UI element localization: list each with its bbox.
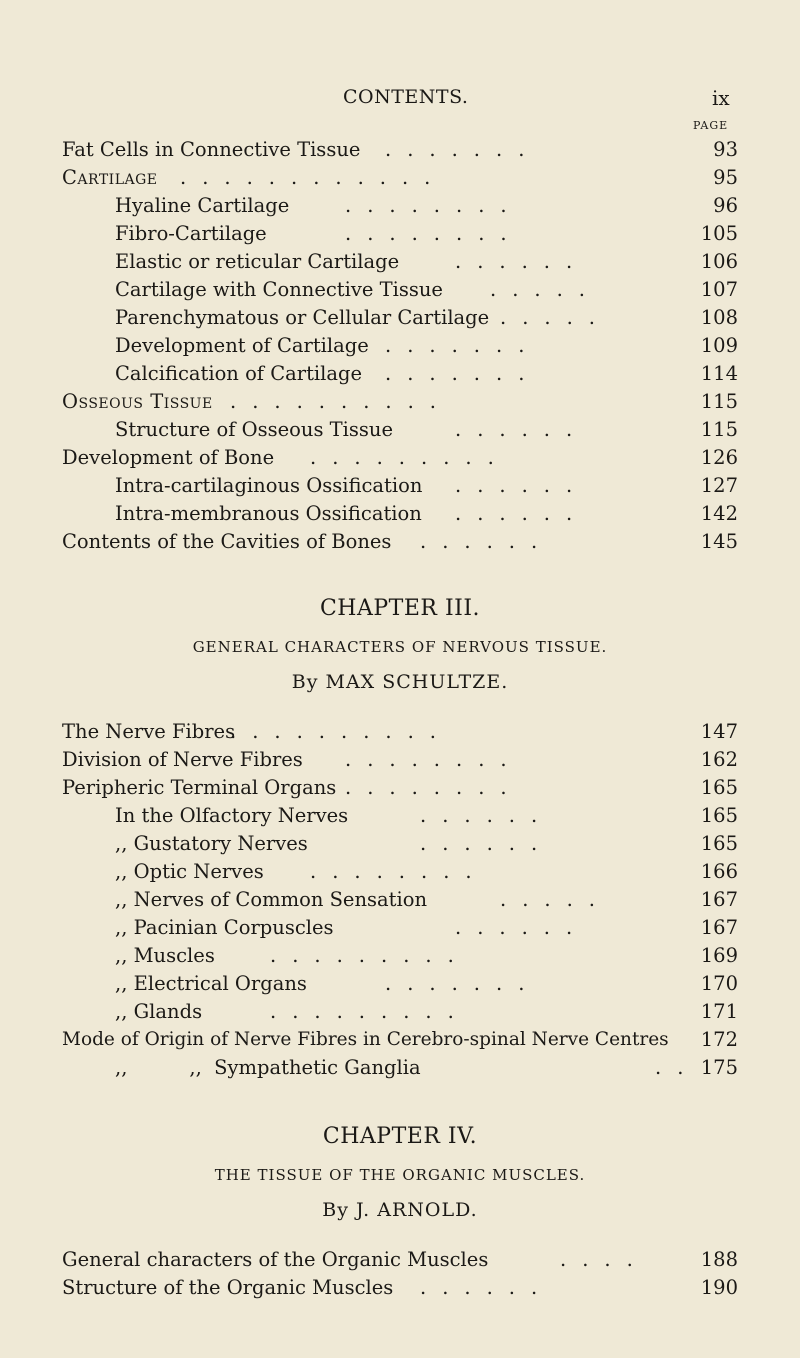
toc-entry-page: 190 [700,1276,738,1299]
leader-dots: ......... [270,944,470,967]
leader-dots: ..... [500,888,611,911]
toc-entry-title: The Nerve Fibres [62,720,236,743]
toc-entry-title: Structure of the Organic Muscles [62,1276,394,1299]
leader-dots: ...... [420,530,554,553]
toc-entry-title: Mode of Origin of Nerve Fibres in Cerebro-spinal Nerve Centres [62,1029,669,1050]
toc-entry-title: ,, Muscles [115,944,215,967]
toc-entry-page: 165 [700,832,738,855]
toc-entry [0,970,800,998]
leader-dots: .. [655,1056,700,1079]
toc-entry [0,500,800,528]
toc-entry-page: 167 [700,888,738,911]
toc-entry-page: 167 [700,916,738,939]
leader-dots: ........ [310,860,488,883]
toc-entry [0,1054,800,1082]
toc-entry [0,886,800,914]
leader-dots: ........ [345,748,523,771]
toc-entry [0,858,800,886]
leader-dots: ....... [385,972,541,995]
toc-entry-title: Elastic or reticular Cartilage [115,250,400,273]
leader-dots: ........ [345,776,523,799]
toc-entry-title: Cartilage [62,166,158,189]
toc-entry-title: ,, Optic Nerves [115,860,264,883]
toc-entry-title: ,, Electrical Organs [115,972,307,995]
leader-dots: .......... [230,390,452,413]
toc-entry-page: 115 [700,418,738,441]
leader-dots: ....... [385,362,541,385]
leader-dots: ....... [385,334,541,357]
chapter-heading: CHAPTER III. [319,596,481,621]
toc-entry-page: 145 [700,530,738,553]
leader-dots: ...... [455,418,589,441]
toc-entry-title: Development of Bone [62,446,275,469]
toc-entry-page: 170 [700,972,738,995]
toc-entry [0,746,800,774]
toc-entry [0,416,800,444]
toc-entry-page: 175 [700,1056,738,1079]
toc-entry-title: ,, Gustatory Nerves [115,832,308,855]
leader-dots: ..... [500,306,611,329]
leader-dots: ...... [420,804,554,827]
leader-dots: ........ [345,222,523,245]
toc-entry-page: 165 [700,804,738,827]
toc-entry-page: 114 [700,362,738,385]
toc-entry-page: 95 [713,166,738,189]
toc-entry [0,774,800,802]
toc-entry-title: ,, Glands [115,1000,203,1023]
toc-entry-page: 147 [700,720,738,743]
toc-entry-title: Fat Cells in Connective Tissue [62,138,361,161]
chapter-subtitle: THE TISSUE OF THE ORGANIC MUSCLES. [214,1166,586,1184]
chapter-heading: CHAPTER IV. [322,1124,478,1149]
toc-entry-title: Intra-membranous Ossification [115,502,422,525]
toc-entry-page: 109 [700,334,738,357]
toc-entry-page: 188 [700,1248,738,1271]
toc-entry-title: Development of Cartilage [115,334,369,357]
leader-dots: ......... [310,446,510,469]
toc-entry-title: ,, Pacinian Corpuscles [115,916,334,939]
running-title: CONTENTS. [343,86,469,108]
chapter-subtitle: GENERAL CHARACTERS OF NERVOUS TISSUE. [192,638,608,656]
toc-entry-page: 142 [700,502,738,525]
toc-entry-page: 172 [700,1028,738,1051]
toc-entry [0,304,800,332]
leader-dots: ...... [455,916,589,939]
leader-dots: ...... [420,832,554,855]
toc-entry-page: 93 [713,138,738,161]
toc-entry [0,802,800,830]
toc-entry-title: ,, Nerves of Common Sensation [115,888,428,911]
toc-entry-title: ,, ,, Sympathetic Ganglia [115,1056,421,1079]
toc-entry [0,718,800,746]
leader-dots: ...... [455,502,589,525]
toc-entry-page: 162 [700,748,738,771]
toc-entry-title: Division of Nerve Fibres [62,748,303,771]
toc-entry-title: Parenchymatous or Cellular Cartilage [115,306,490,329]
toc-entry [0,164,800,192]
leader-dots: ...... [455,474,589,497]
toc-entry [0,1026,800,1054]
leader-dots: .......... [230,720,452,743]
toc-entry [0,914,800,942]
toc-entry-page: 165 [700,776,738,799]
toc-entry-title: Osseous Tissue [62,390,213,413]
toc-entry [0,998,800,1026]
toc-entry-page: 166 [700,860,738,883]
toc-entry-title: Peripheric Terminal Organs [62,776,337,799]
toc-entry-title: Fibro-Cartilage [115,222,267,245]
toc-entry-page: 106 [700,250,738,273]
toc-entry-page: 115 [700,390,738,413]
toc-entry [0,1274,800,1302]
chapter-author: By J. ARNOLD. [322,1199,478,1221]
leader-dots: ............ [180,166,447,189]
toc-entry [0,444,800,472]
toc-entry [0,528,800,556]
toc-entry-title: Structure of Osseous Tissue [115,418,394,441]
leader-dots: ....... [385,138,541,161]
toc-entry [0,248,800,276]
toc-entry-title: In the Olfactory Nerves [115,804,349,827]
toc-entry [0,942,800,970]
toc-entry [0,388,800,416]
toc-entry [0,192,800,220]
toc-entry-title: Cartilage with Connective Tissue [115,278,443,301]
leader-dots: .... [560,1248,649,1271]
toc-entry-page: 105 [700,222,738,245]
toc-entry [0,472,800,500]
toc-entry [0,136,800,164]
toc-entry-title: General characters of the Organic Muscles [62,1248,489,1271]
leader-dots: ........ [345,194,523,217]
toc-entry [0,276,800,304]
running-head [0,86,800,112]
toc-entry-title: Contents of the Cavities of Bones [62,530,392,553]
toc-entry-page: 171 [700,1000,738,1023]
leader-dots: ..... [490,278,601,301]
toc-entry [0,1246,800,1274]
toc-entry-page: 96 [713,194,738,217]
leader-dots: ...... [420,1276,554,1299]
toc-entry-page: 169 [700,944,738,967]
page-column-label: PAGE [693,119,729,132]
chapter-author: By MAX SCHULTZE. [291,671,509,693]
toc-entry-title: Calcification of Cartilage [115,362,363,385]
toc-entry-page: 126 [700,446,738,469]
toc-entry-page: 127 [700,474,738,497]
toc-entry-title: Hyaline Cartilage [115,194,290,217]
page-folio: ix [712,86,730,110]
toc-entry [0,830,800,858]
leader-dots: ......... [270,1000,470,1023]
toc-entry [0,220,800,248]
toc-entry [0,332,800,360]
toc-entry-page: 107 [700,278,738,301]
toc-entry-title: Intra-cartilaginous Ossification [115,474,423,497]
toc-entry [0,360,800,388]
leader-dots: ...... [455,250,589,273]
toc-entry-page: 108 [700,306,738,329]
